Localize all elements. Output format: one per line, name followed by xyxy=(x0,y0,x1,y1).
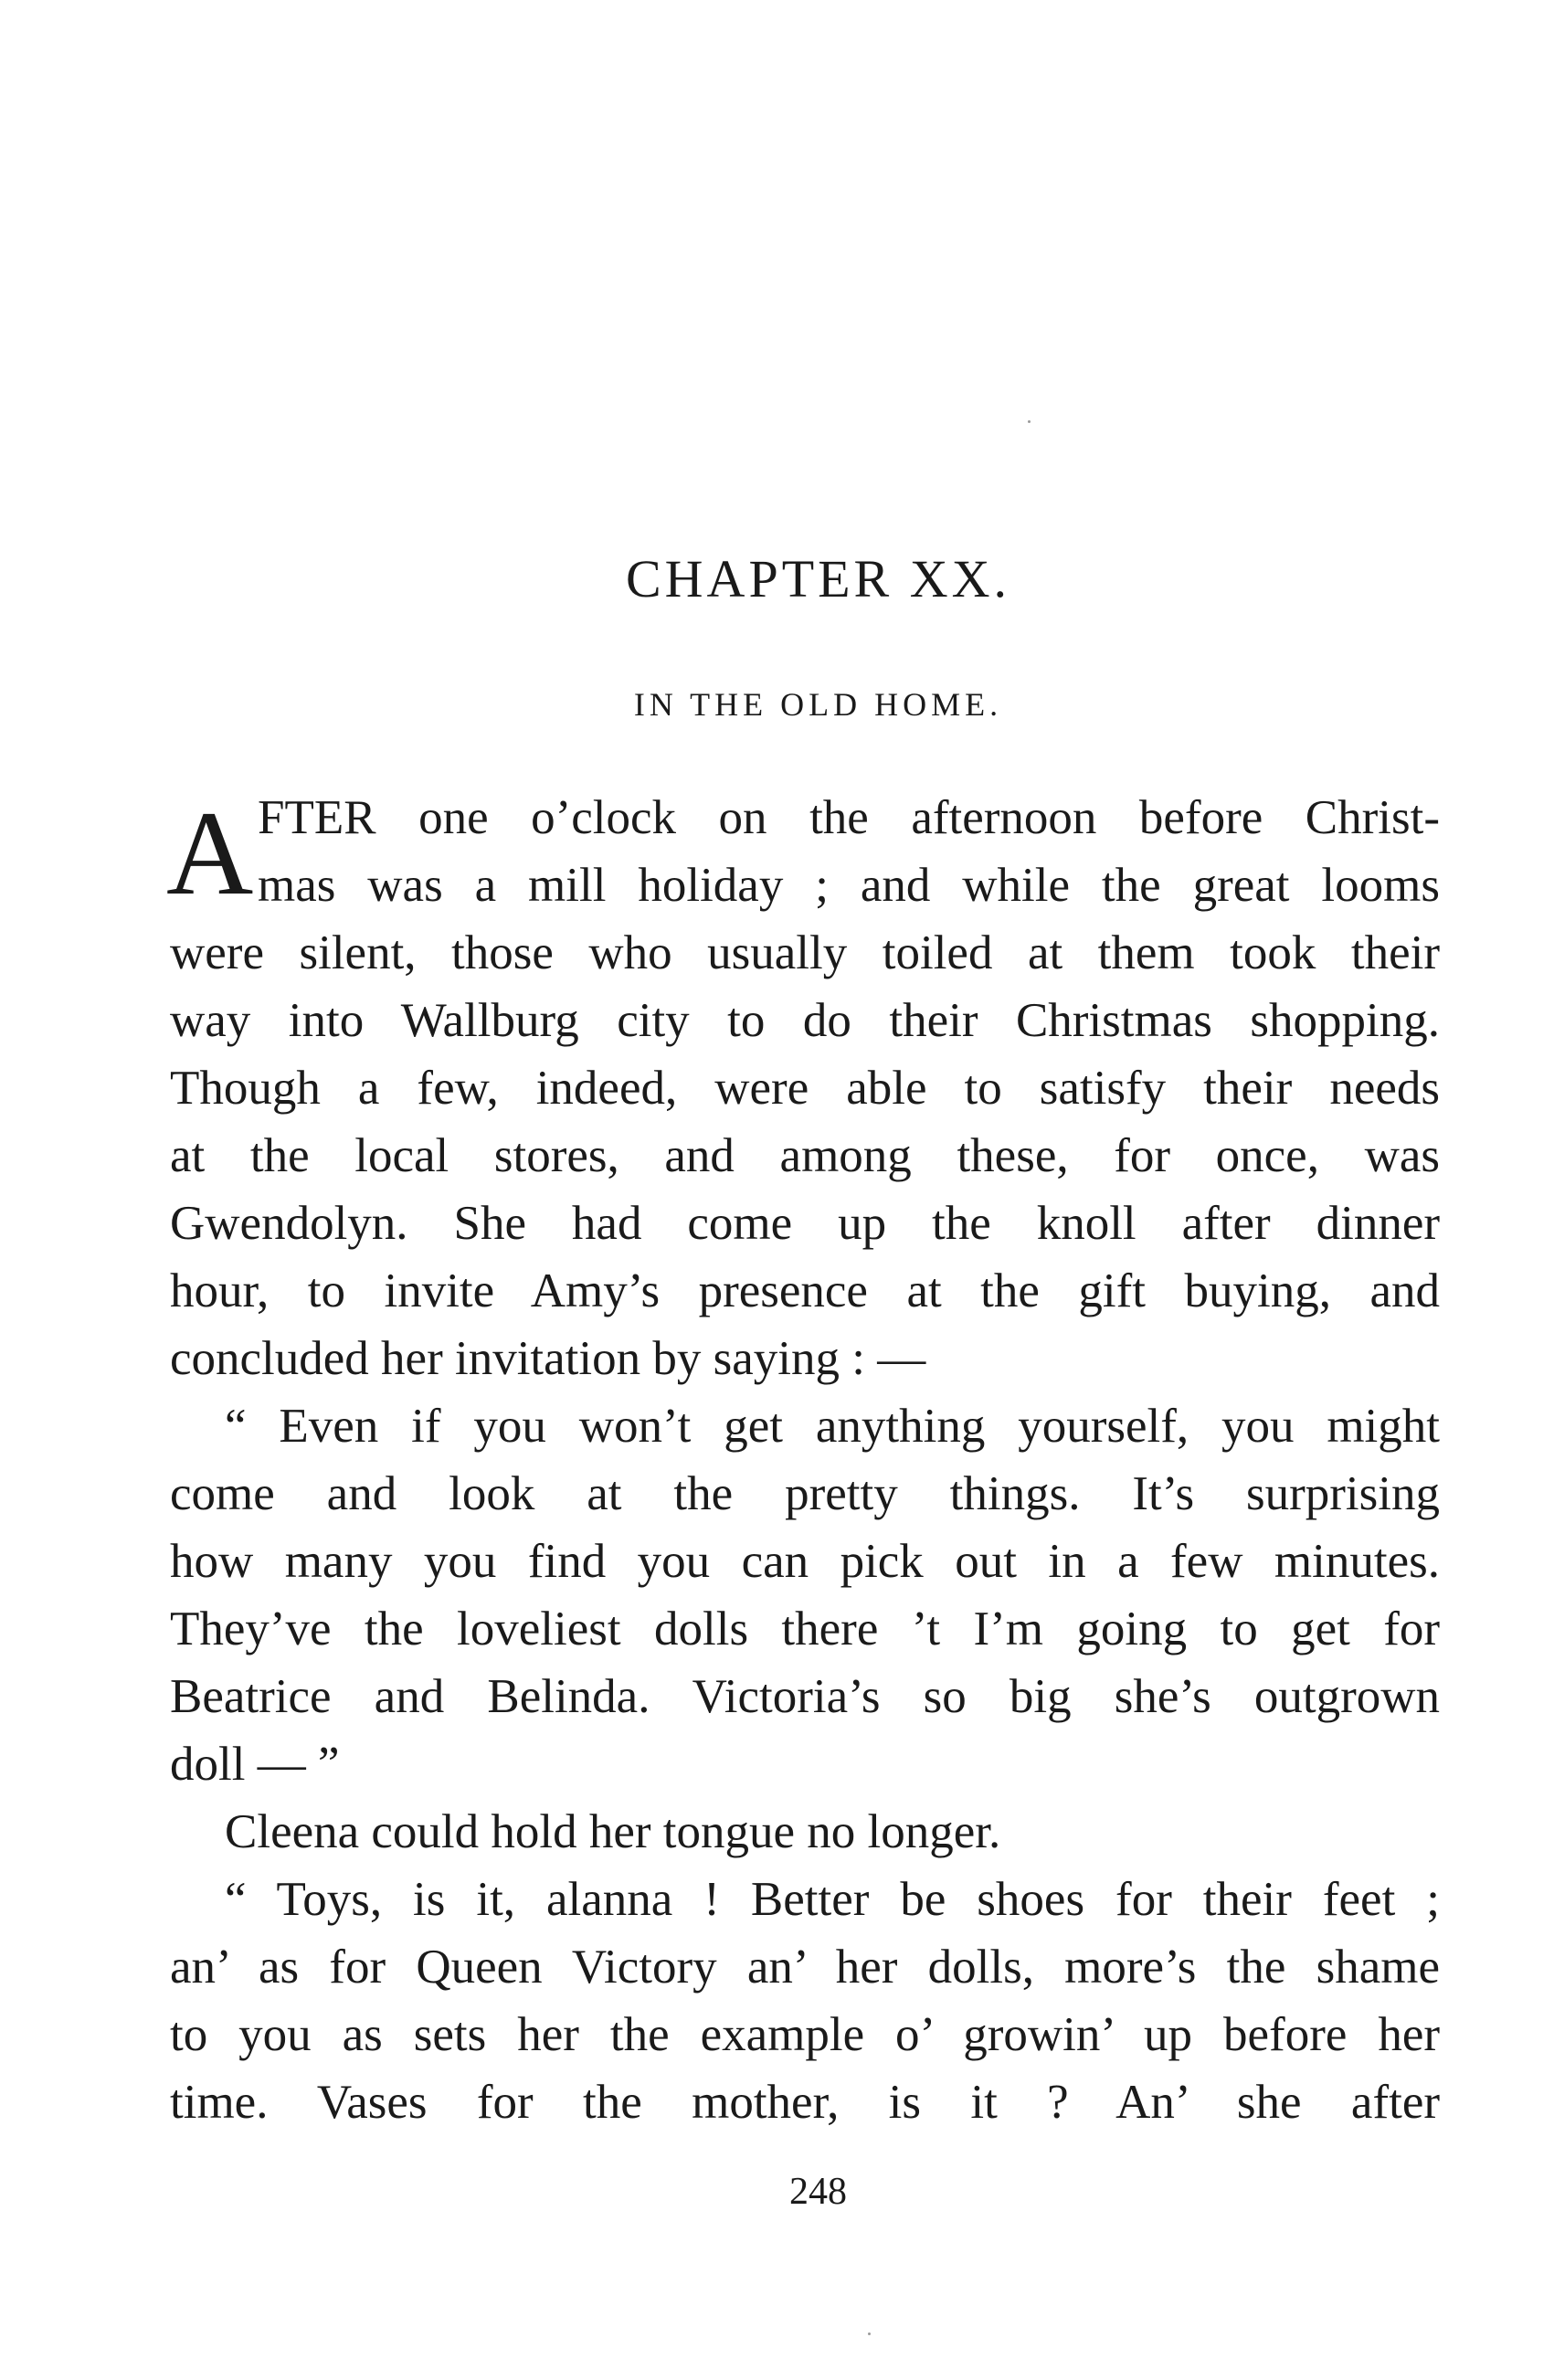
text-line: Though a few, indeed, were able to satisfy their needs xyxy=(170,1062,1440,1115)
text-line: were silent, those who usually toiled at them took their xyxy=(170,926,1440,979)
text-line: way into Wallburg city to do their Christmas shopping. xyxy=(170,994,1440,1047)
text-line: Beatrice and Belinda. Victoria’s so big she’s outgrown xyxy=(170,1670,1440,1723)
text-line: an’ as for Queen Victory an’ her dolls, more’s the shame xyxy=(170,1941,1440,1994)
text-line: mas was a mill holiday ; and while the great looms xyxy=(258,859,1440,912)
drop-cap: A xyxy=(166,786,254,920)
paper-speck xyxy=(1028,420,1031,423)
text-line: “ Toys, is it, alanna ! Better be shoes for their feet ; xyxy=(225,1873,1440,1926)
body-text xyxy=(166,784,1440,2136)
text-line: how many you find you can pick out in a few minutes. xyxy=(170,1535,1440,1588)
text-line: Cleena could hold her tongue no longer. xyxy=(225,1805,1001,1858)
chapter-subtitle: IN THE OLD HOME. xyxy=(633,686,1003,723)
text-line: “ Even if you won’t get anything yourself, you might xyxy=(225,1400,1440,1453)
paper-speck xyxy=(868,2332,871,2335)
text-line: hour, to invite Amy’s presence at the gift buying, and xyxy=(170,1264,1440,1317)
text-line: They’ve the loveliest dolls there ’t I’m going to get for xyxy=(170,1603,1440,1655)
text-line: to you as sets her the example o’ growin’ up before her xyxy=(170,2008,1440,2061)
text-line: Gwendolyn. She had come up the knoll after dinner xyxy=(170,1197,1440,1250)
text-line: time. Vases for the mother, is it ? An’ she after xyxy=(170,2076,1440,2129)
text-line: at the local stores, and among these, for once, was xyxy=(170,1129,1440,1182)
text-line: come and look at the pretty things. It’s surprising xyxy=(170,1467,1440,1520)
page-number: 248 xyxy=(789,2171,847,2213)
text-line: doll — ” xyxy=(170,1738,340,1791)
text-line: concluded her invitation by saying : — xyxy=(170,1332,926,1385)
chapter-title: CHAPTER XX. xyxy=(625,549,1011,608)
text-line: FTER one o’clock on the afternoon before Christ- xyxy=(258,791,1440,844)
